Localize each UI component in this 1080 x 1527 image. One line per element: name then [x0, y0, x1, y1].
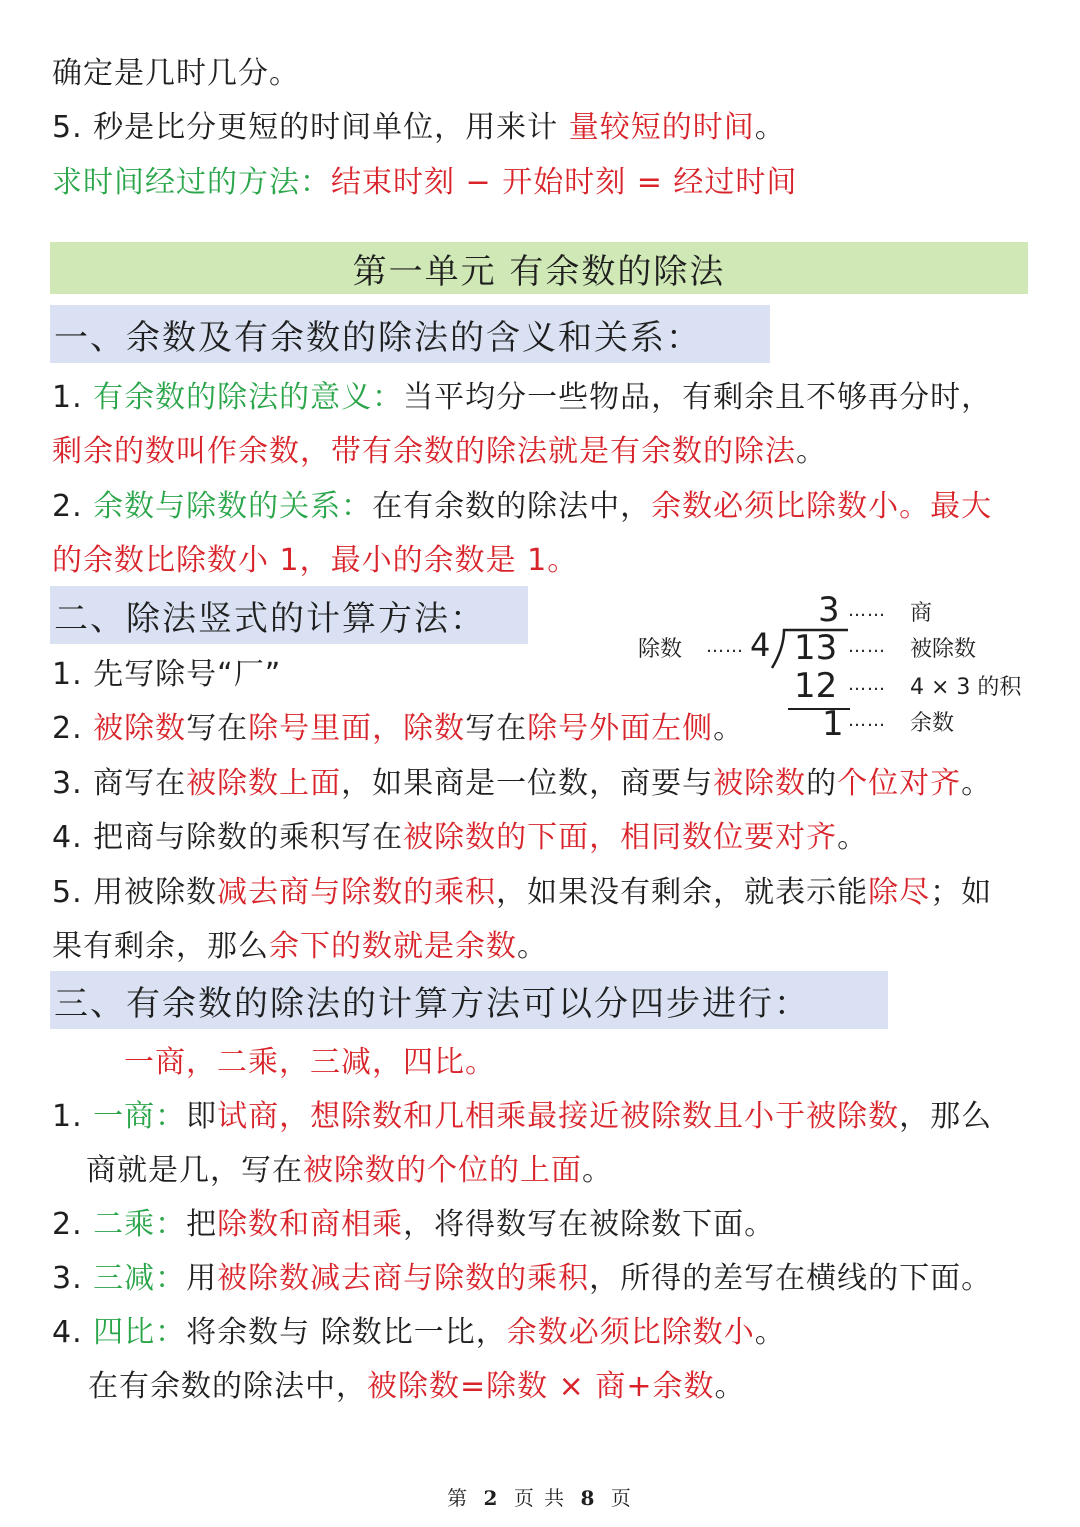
item-text: 在有余数的除法中， — [88, 1369, 367, 1404]
item-text: 。 — [837, 820, 869, 855]
list-item — [52, 378, 992, 418]
item-number: 1. — [52, 380, 94, 415]
remainder-label: 余数 — [910, 711, 955, 736]
item-text: 。 — [754, 1315, 786, 1350]
item-text: 即 — [186, 1099, 218, 1134]
leader-dots: …… — [848, 710, 886, 731]
list-item — [52, 1259, 992, 1299]
item-text: ；如 — [930, 875, 993, 910]
summary-line — [124, 1043, 496, 1083]
text-line — [52, 108, 786, 148]
list-item-continued — [52, 432, 827, 472]
footer-suffix: 页 — [610, 1486, 633, 1510]
list-item — [52, 1313, 786, 1353]
list-item-continued — [52, 541, 578, 581]
dividend-label: 被除数 — [910, 637, 977, 662]
list-item-continued — [86, 1151, 613, 1191]
list-item — [52, 873, 992, 913]
item-text: ，所得的差写在横线的下面。 — [589, 1261, 993, 1296]
divisor-label: 除数 — [638, 637, 683, 662]
item-text: 。 — [713, 711, 745, 746]
item-text: 4. 把商与除数的乘积写在 — [52, 820, 404, 855]
text: 5. 秒是比分更短的时间单位，用来计 — [52, 110, 559, 145]
footer-prefix: 第 — [447, 1486, 470, 1510]
item-highlight: 被除数 — [93, 711, 187, 746]
text-line — [52, 54, 300, 94]
item-highlight: 除号里面，除数 — [248, 711, 466, 746]
item-number: 2. — [52, 711, 94, 746]
page-footer — [0, 1482, 1080, 1511]
leader-dots: …… — [848, 636, 886, 657]
product-label: 4 × 3 的积 — [910, 675, 1022, 700]
footer-mid: 页 共 — [513, 1486, 567, 1510]
method-line — [52, 163, 797, 203]
item-number: 3. — [52, 1261, 94, 1296]
item-highlight: 的余数比除数小 1，最小的余数是 1。 — [52, 543, 579, 578]
item-highlight: 减去商与除数的乘积 — [217, 875, 497, 910]
item-text: 5. 用被除数 — [52, 875, 218, 910]
item-text: ，将得数写在被除数下面。 — [403, 1207, 776, 1242]
item-number: 4. — [52, 1315, 94, 1350]
item-highlight: 试商，想除数和几相乘最接近被除数且小于被除数 — [217, 1099, 900, 1134]
quotient-label: 商 — [910, 601, 933, 626]
text: 。 — [754, 110, 786, 145]
divisor-digit: 4 — [750, 626, 771, 664]
formula-line — [88, 1367, 745, 1407]
list-item — [52, 818, 868, 858]
item-label: 有余数的除法的意义： — [93, 380, 404, 415]
item-label: 四比： — [93, 1315, 187, 1350]
item-text: 。 — [796, 434, 827, 469]
list-item — [52, 487, 992, 527]
item-text: 。 — [714, 1369, 746, 1404]
item-highlight: 被除数减去商与除数的乘积 — [217, 1261, 590, 1296]
section-heading-text: 三、有余数的除法的计算方法可以分四步进行： — [54, 983, 810, 1024]
item-highlight: 除尽 — [868, 875, 931, 910]
item-highlight: 除号外面左侧 — [527, 711, 714, 746]
item-highlight: 被除数 — [713, 766, 807, 801]
item-highlight: 余数必须比除数小。最大 — [651, 489, 993, 524]
formula-text: 被除数=除数 × 商+余数 — [367, 1369, 715, 1404]
remainder-digit: 1 — [822, 704, 844, 744]
item-highlight: 个位对齐 — [837, 766, 962, 801]
leader-dots: …… — [848, 674, 886, 695]
item-text: 3. 商写在 — [52, 766, 187, 801]
text: 确定是几时几分。 — [52, 56, 300, 91]
item-highlight: 余下的数就是余数 — [269, 929, 517, 964]
page-number: 2 — [483, 1486, 500, 1510]
product-digits: 12 — [794, 666, 838, 706]
item-highlight: 余数必须比除数小 — [506, 1315, 755, 1350]
item-label: 一商： — [93, 1099, 187, 1134]
method-label: 求时间经过的方法： — [52, 165, 331, 200]
item-text: 在有余数的除法中， — [372, 489, 652, 524]
item-label: 二乘： — [93, 1207, 187, 1242]
item-text: 用 — [186, 1261, 218, 1296]
item-text: 果有剩余，那么 — [52, 929, 269, 964]
item-text: 当平均分一些物品，有剩余且不够再分时， — [403, 380, 993, 415]
item-text: ，那么 — [899, 1099, 993, 1134]
section-heading-1 — [50, 305, 770, 363]
item-highlight: 被除数的个位的上面 — [303, 1153, 582, 1188]
item-text: ，如果没有剩余，就表示能 — [496, 875, 869, 910]
page-total: 8 — [580, 1486, 597, 1510]
item-highlight: 除数和商相乘 — [217, 1207, 404, 1242]
section-heading-text: 二、除法竖式的计算方法： — [54, 598, 486, 639]
quotient-digit: 3 — [818, 590, 840, 630]
section-heading-2 — [50, 586, 528, 644]
item-text: ，如果商是一位数，商要与 — [341, 766, 714, 801]
item-label: 余数与除数的关系： — [93, 489, 373, 524]
item-highlight: 剩余的数叫作余数，带有余数的除法就是有余数的除法 — [52, 434, 796, 469]
item-text: 商就是几，写在 — [86, 1153, 303, 1188]
item-text: 将余数与 除数比一比， — [186, 1315, 507, 1350]
section-heading-text: 一、余数及有余数的除法的含义和关系： — [54, 317, 702, 358]
list-item — [52, 1205, 775, 1245]
dividend-digits: 13 — [794, 628, 838, 668]
item-number: 1. — [52, 1099, 94, 1134]
leader-dots: …… — [706, 636, 744, 657]
long-division-diagram — [630, 590, 1050, 750]
item-label: 三减： — [93, 1261, 187, 1296]
item-text: 的 — [806, 766, 838, 801]
item-text: 。 — [517, 929, 548, 964]
unit-title: 第一单元 有余数的除法 — [352, 251, 726, 292]
list-item — [52, 1097, 992, 1137]
item-text: 。 — [582, 1153, 613, 1188]
item-number: 2. — [52, 489, 94, 524]
section-heading-3 — [50, 971, 888, 1029]
list-item — [52, 764, 992, 804]
method-formula: 结束时刻 − 开始时刻 = 经过时间 — [331, 165, 798, 200]
list-item-continued — [52, 927, 548, 967]
item-number: 2. — [52, 1207, 94, 1242]
unit-title-banner — [50, 242, 1028, 294]
item-text: 把 — [186, 1207, 218, 1242]
summary-text: 一商，二乘，三减，四比。 — [124, 1045, 496, 1080]
leader-dots: …… — [848, 600, 886, 621]
item-highlight: 被除数的下面，相同数位要对齐 — [403, 820, 838, 855]
item-text: 1. 先写除号“厂” — [52, 657, 282, 692]
list-item — [52, 655, 281, 695]
item-text: 。 — [961, 766, 993, 801]
item-text: 写在 — [186, 711, 249, 746]
item-text: 写在 — [465, 711, 528, 746]
highlight-text: 量较短的时间 — [568, 110, 755, 145]
item-highlight: 被除数上面 — [186, 766, 342, 801]
